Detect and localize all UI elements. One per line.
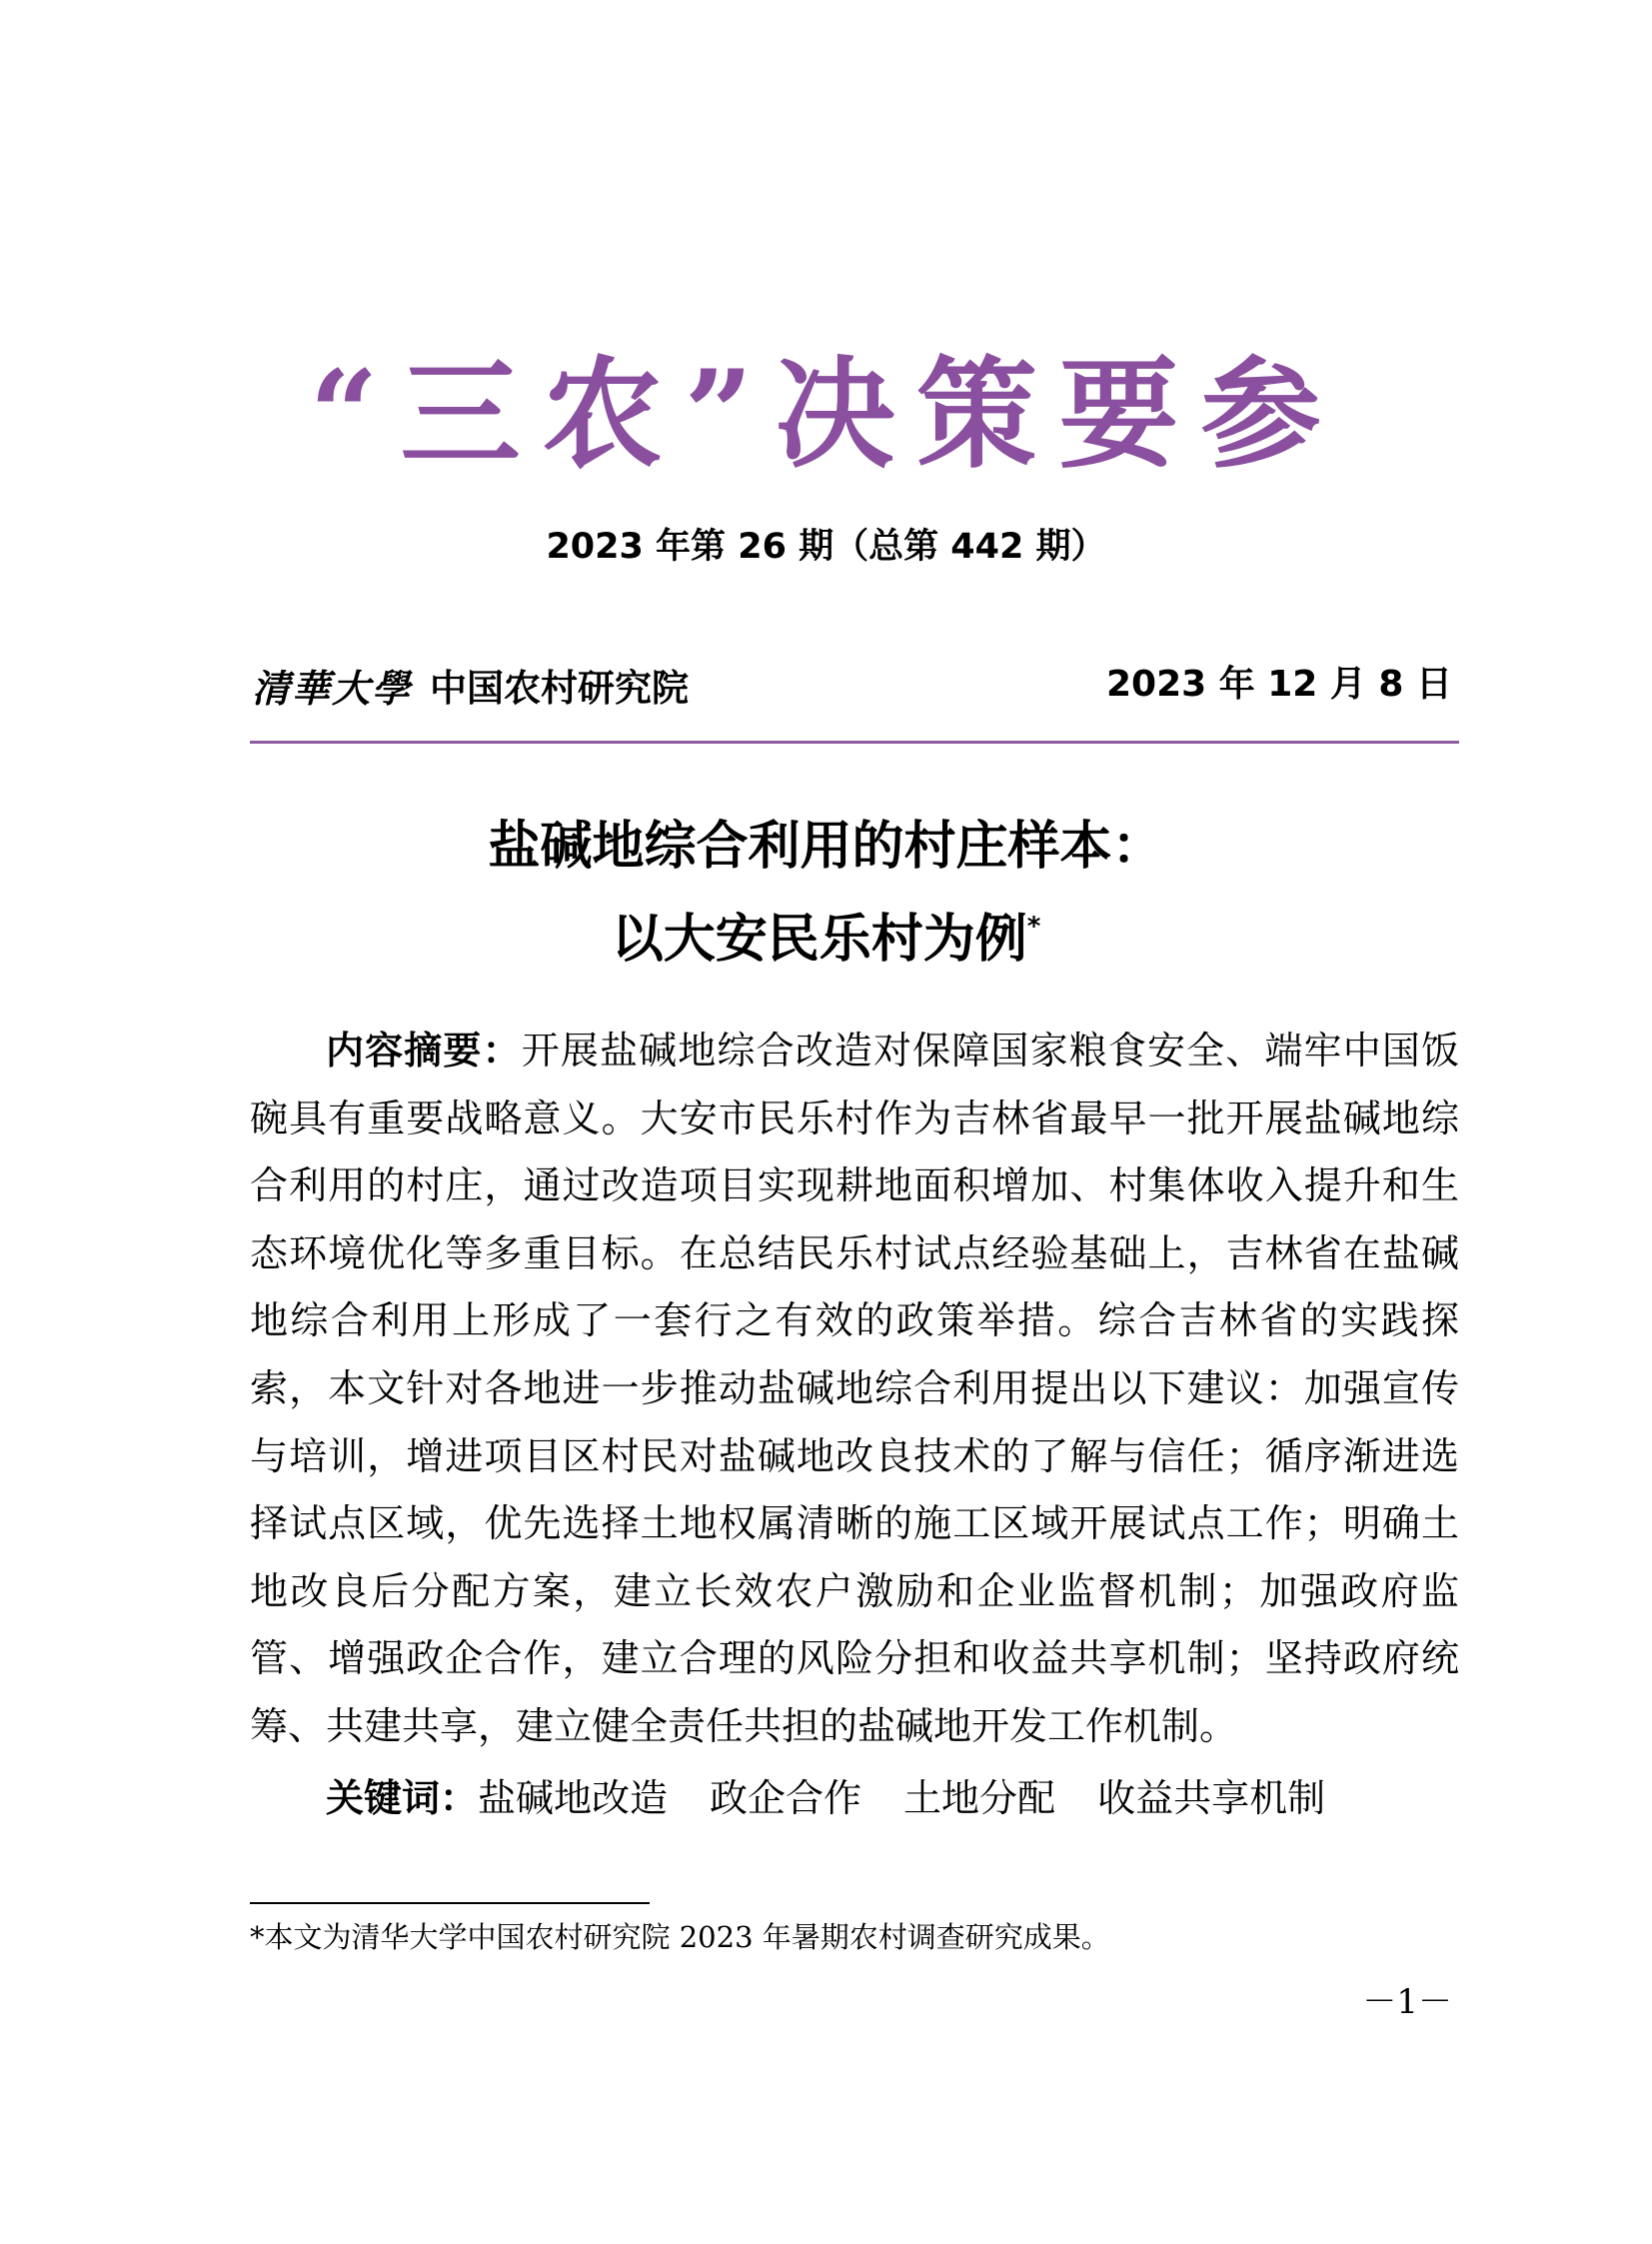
publication-date: 2023 年 12 月 8 日	[1105, 664, 1452, 705]
abstract-label: 内容摘要：	[326, 1029, 522, 1073]
footnote-marker: *	[1026, 912, 1041, 942]
keywords	[250, 1765, 1459, 1832]
footnote-divider	[250, 1902, 650, 1904]
keyword-item: 收益共享机制	[1097, 1776, 1326, 1820]
abstract-text: 开展盐碱地综合改造对保障国家粮食安全、端牢中国饭碗具有重要战略意义。大安市民乐村作为吉林省最早一批开展盐碱地综合利用的村庄，通过改造项目实现耕地面积增加、村集体收入提升和生态环境优化等多重目标。在总结民乐村试点经验基础上，吉林省在盐碱地综合利用上形成了一套行之有效的政策举措。综合吉林省的实践探索，本文针对各地进一步推动盐碱地综合利用提出以下建议：加强宣传与培训，增进项目区村民对盐碱地改良技术的了解与信任；循序渐进选择试点区域，优先选择土地权属清晰的施工区域开展试点工作；明确土地改良后分配方案，建立长效农户激励和企业监督机制；加强政府监管、增强政企合作，建立合理的风险分担和收益共享机制；坚持政府统筹、共建共享，建立健全责任共担的盐碱地开发工作机制。	[250, 1029, 1459, 1748]
keyword-item: 土地分配	[903, 1776, 1056, 1820]
article-title-line-2	[0, 905, 1652, 975]
issue-number: 2023 年第 26 期（总第 442 期）	[546, 527, 1106, 567]
keyword-item: 盐碱地改造	[478, 1776, 669, 1820]
institute-name: 中国农村研究院	[430, 667, 690, 710]
header-divider	[250, 741, 1459, 744]
page-number: －1－	[1362, 1982, 1452, 2022]
university-logotype: 清華大學	[252, 665, 413, 711]
footnote: *本文为清华大学中国农村研究院 2023 年暑期农村调查研究成果。	[250, 1920, 1110, 1954]
keywords-label: 关键词：	[326, 1776, 479, 1820]
publisher	[252, 655, 689, 715]
article-title-line-1: 盐碱地综合利用的村庄样本：	[488, 817, 1164, 877]
keyword-item: 政企合作	[710, 1776, 862, 1820]
abstract-paragraph	[250, 1018, 1459, 1761]
article-title-text: 以大安民乐村为例	[611, 910, 1027, 970]
journal-masthead: “三农”决策要参	[309, 344, 1343, 485]
